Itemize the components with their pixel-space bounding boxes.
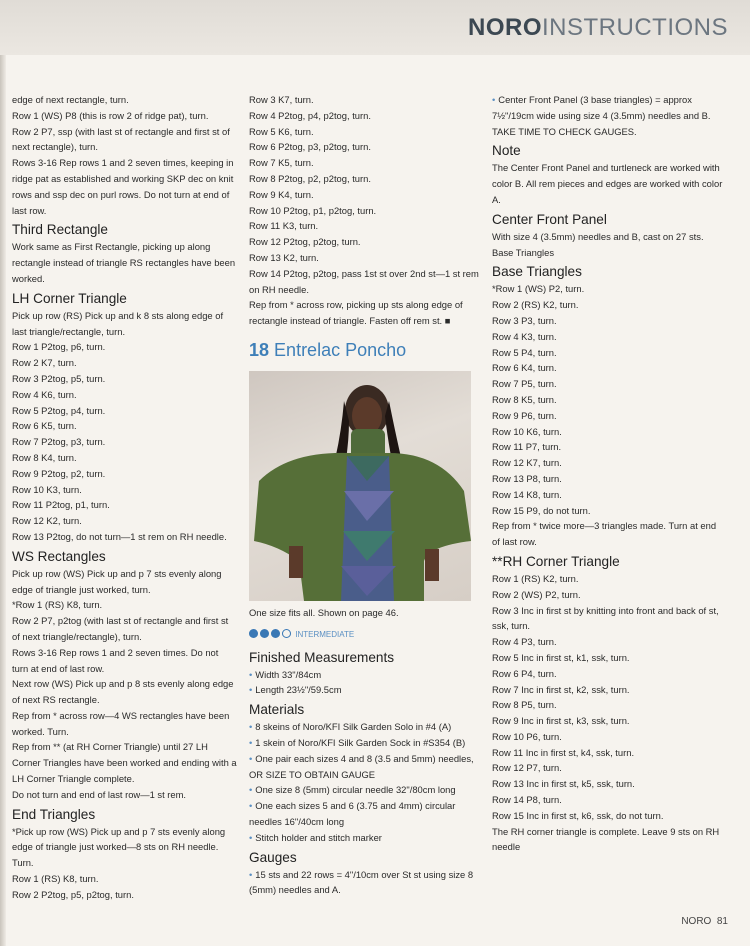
section-heading [249,649,481,666]
text: Work same as First Rectangle, picking up along rectangle instead of triangle RS rectangles have been worked. [12,241,236,284]
section-heading [12,806,237,823]
text: Next row (WS) Pick up and p 8 sts evenly along edge of next RS rectangle. [12,678,234,706]
text: Row 12 K7, turn. [492,457,562,469]
instruction-line [249,250,481,266]
section-heading [249,849,481,866]
section-heading [492,263,724,280]
instruction-line [12,434,237,450]
instruction-line [492,376,724,392]
text: Row 2 (RS) K2, turn. [492,299,579,311]
text: Row 3 P3, turn. [492,314,557,326]
text: Row 12 K2, turn. [12,515,82,527]
text: Row 7 Inc in first st, k2, ssk, turn. [492,683,630,695]
text: Rep from * across row, picking up sts along edge of rectangle instead of triangle. Fasten off rem st. ■ [249,299,463,327]
instruction-line [249,218,481,234]
instruction-line [12,529,237,545]
text: Row 14 P8, turn. [492,794,562,806]
bullet-icon: • [249,668,253,680]
text: Length 23½"/59.5cm [255,684,342,696]
poncho-photo [249,371,471,601]
instruction-line [492,487,724,503]
instruction-line [12,739,237,786]
text: Row 10 K3, turn. [12,483,82,495]
instruction-line [492,455,724,471]
text: Pick up row (WS) Pick up and p 7 sts evenly along edge of triangle just worked, turn. [12,567,222,595]
instruction-line [492,297,724,313]
instruction-line [492,313,724,329]
instruction-line [12,787,237,803]
text: Row 10 P6, turn. [492,730,562,742]
instruction-line [249,203,481,219]
text: Row 3 P2tog, p5, turn. [12,372,106,384]
instruction-line [249,187,481,203]
footer-brand: NORO [681,916,712,927]
instruction-line [492,392,724,408]
instruction-line [492,160,724,207]
text: Row 8 K5, turn. [492,393,557,405]
bullet-item [249,830,481,846]
text: Row 13 P2tog, do not turn—1 st rem on RH needle. [12,530,227,542]
text: Row 1 (WS) P8 (this is row 2 of ridge pat), turn. [12,109,209,121]
text: Row 11 P2tog, p1, turn. [12,499,110,511]
instruction-line [12,450,237,466]
text: Row 13 P8, turn. [492,472,562,484]
instruction-line [12,387,237,403]
pattern-name: Entrelac Poncho [274,339,407,360]
header-brand [468,14,728,42]
level-dot-filled-icon [271,629,280,638]
instruction-line [492,503,724,519]
text: Row 6 P4, turn. [492,667,557,679]
text: Row 9 P6, turn. [492,409,557,421]
text: Row 2 P2tog, p5, p2tog, turn. [12,888,134,900]
text: Row 4 K6, turn. [12,388,77,400]
page-footer [681,916,728,927]
instruction-line [492,229,724,245]
text: Width 33"/84cm [255,668,322,680]
text: Row 15 Inc in first st, k6, ssk, do not turn. [492,809,664,821]
text: Row 10 K6, turn. [492,425,562,437]
text: Row 9 Inc in first st, k3, ssk, turn. [492,715,630,727]
text: Row 2 P7, p2tog (with last st of rectangle and first st of next triangle/rectangle), turn. [12,615,229,642]
column-2 [249,92,481,898]
text: End Triangles [12,806,96,822]
instruction-line [12,566,237,598]
text: Base Triangles [492,264,582,280]
text: WS Rectangles [12,548,106,564]
instruction-line [249,266,481,298]
instruction-line [249,92,481,108]
instruction-line [492,439,724,455]
instruction-line [12,308,237,340]
text: *Row 1 (RS) K8, turn. [12,599,103,611]
section-heading [249,701,481,718]
text: Row 2 (WS) P2, turn. [492,588,581,600]
text: Base Triangles [492,246,555,258]
instruction-line [492,603,724,635]
bullet-item [249,782,481,798]
text: Stitch holder and stitch marker [255,831,382,843]
text: Row 4 K3, turn. [492,330,557,342]
bullet-item [249,735,481,751]
text: Rows 3-16 Rep rows 1 and 2 seven times. Do not turn at end of last row. [12,646,219,674]
text: Row 14 K8, turn. [492,488,562,500]
bullet-icon: • [249,684,253,696]
section-heading [12,548,237,565]
instruction-line [12,155,237,218]
text: 1 skein of Noro/KFI Silk Garden Sock in #S354 (B) [255,736,466,748]
text: Row 7 P2tog, p3, turn. [12,436,106,448]
instruction-line [492,808,724,824]
instruction-line [249,108,481,124]
text: Row 6 K5, turn. [12,420,77,432]
bullet-item [492,92,724,124]
text: Row 1 P2tog, p6, turn. [12,341,106,353]
text: Rep from * across row—4 WS rectangles have been worked. Turn. [12,709,230,737]
level-dot-filled-icon [249,629,258,638]
instruction-line [492,650,724,666]
instruction-line [12,355,237,371]
text: Pick up row (RS) Pick up and k 8 sts along edge of last triangle/rectangle, turn. [12,309,224,337]
text: TAKE TIME TO CHECK GAUGES. [492,125,637,137]
pattern-number: 18 [249,339,270,360]
text: Row 1 (RS) K8, turn. [12,873,99,885]
instruction-line [492,713,724,729]
bullet-icon: • [249,800,253,812]
text: 8 skeins of Noro/KFI Silk Garden Solo in #4 (A) [255,721,452,733]
instruction-line [249,171,481,187]
text: With size 4 (3.5mm) needles and B, cast on 27 sts. [492,230,704,242]
text: Row 6 P2tog, p3, p2tog, turn. [249,141,371,153]
text: Finished Measurements [249,649,395,665]
instruction-line [12,613,237,645]
column-2-top [249,92,481,329]
instruction-line [492,345,724,361]
bullet-icon: • [249,868,253,880]
instruction-line [492,776,724,792]
text: Do not turn and end of last row—1 st rem. [12,788,187,800]
bullet-item [249,798,481,830]
section-heading [12,221,237,238]
level-dot-empty-icon [282,629,291,638]
instruction-line [492,634,724,650]
text: Materials [249,702,305,718]
instruction-line [492,666,724,682]
instruction-line [492,424,724,440]
instruction-line [492,792,724,808]
section-heading [492,553,724,570]
section-heading [492,211,724,228]
text: Note [492,143,521,159]
instruction-line [12,645,237,677]
instruction-line [12,513,237,529]
text: Center Front Panel [492,211,607,227]
instruction-line [12,418,237,434]
text: LH Corner Triangle [12,290,127,306]
bullet-item [249,751,481,783]
text: Row 4 P2tog, p4, p2tog, turn. [249,109,371,121]
text: Row 5 P2tog, p4, turn. [12,404,106,416]
bullet-item [249,667,481,683]
text: Gauges [249,849,297,865]
instruction-line [492,824,724,856]
instruction-line [492,281,724,297]
column-2-bottom [249,649,481,899]
text: One size 8 (5mm) circular needle 32"/80cm long [255,784,456,796]
text: Row 2 P7, ssp (with last st of rectangle and first st of next rectangle), turn. [12,125,230,153]
section-heading [12,290,237,307]
column-1 [12,92,237,903]
text: One each sizes 5 and 6 (3.75 and 4mm) circular needles 16"/40cm long [249,800,456,827]
text: Row 4 P3, turn. [492,636,557,648]
text: *Pick up row (WS) Pick up and p 7 sts evenly along edge of triangle just worked—8 sts on RH needle. Turn. [12,825,226,869]
instruction-line [492,360,724,376]
instruction-line [249,155,481,171]
instruction-line [12,371,237,387]
text: Rows 3-16 Rep rows 1 and 2 seven times, keeping in ridge pat as established and working SKP dec on knit rows and ssp dec on purl rows. Do not turn at end of last row. [12,157,234,216]
text: Row 9 K4, turn. [249,188,314,200]
text: Row 11 Inc in first st, k4, ssk, turn. [492,746,635,758]
bullet-icon: • [249,784,253,796]
instruction-line [12,597,237,613]
text: 15 sts and 22 rows = 4"/10cm over St st using size 8 (5mm) needles and A. [249,868,474,896]
text: Third Rectangle [12,222,108,238]
text: Row 12 P7, turn. [492,762,562,774]
instruction-line [12,466,237,482]
text: The Center Front Panel and turtleneck are worked with color B. All rem pieces and edges are worked with color A. [492,162,723,205]
text: Center Front Panel (3 base triangles) = approx 7½"/19cm wide using size 4 (3.5mm) needles and B. [492,94,711,121]
instruction-line [492,518,724,550]
instruction-line [12,708,237,740]
text: Row 8 K4, turn. [12,451,77,463]
bullet-icon: • [249,752,253,764]
instruction-line [12,403,237,419]
level-dot-filled-icon [260,629,269,638]
instruction-line [492,729,724,745]
instruction-line [12,92,237,108]
instruction-line [12,108,237,124]
instruction-line [249,234,481,250]
instruction-line [12,824,237,871]
text: Row 9 P2tog, p2, turn. [12,467,106,479]
instruction-line [249,124,481,140]
bullet-item [249,719,481,735]
skill-level [249,627,481,643]
text: Row 15 P9, do not turn. [492,504,591,516]
text: Row 11 P7, turn. [492,441,562,453]
bullet-icon: • [492,94,496,105]
bullet-item [249,867,481,899]
page-spine [0,55,6,946]
column-3 [492,92,724,855]
text: Row 5 P4, turn. [492,346,557,358]
instruction-line [492,124,724,140]
brand-name: NORO [468,14,542,41]
text: Row 2 K7, turn. [12,357,77,369]
page-number: 81 [716,916,728,927]
text: Row 7 P5, turn. [492,378,557,390]
instruction-line [492,329,724,345]
instruction-line [249,139,481,155]
bullet-icon: • [249,721,253,733]
photo-caption: One size fits all. Shown on page 46. [249,606,399,618]
section-name: INSTRUCTIONS [542,14,728,41]
instruction-line [492,587,724,603]
text: Row 13 K2, turn. [249,251,319,263]
instruction-line [12,676,237,708]
skill-level-label: INTERMEDIATE [295,629,355,639]
instruction-line [492,408,724,424]
instruction-line [12,887,237,903]
instruction-line [12,239,237,286]
text: edge of next rectangle, turn. [12,94,129,105]
bullet-icon: • [249,831,253,843]
instruction-line [12,339,237,355]
text: Row 12 P2tog, p2tog, turn. [249,236,361,248]
text: The RH corner triangle is complete. Leave 9 sts on RH needle [492,825,720,853]
instruction-line [492,245,724,261]
instruction-line [12,482,237,498]
instruction-line [12,124,237,156]
text: Row 14 P2tog, p2tog, pass 1st st over 2nd st—1 st rem on RH needle. [249,267,479,295]
instruction-line [492,571,724,587]
text: Row 11 K3, turn. [249,220,319,232]
instruction-line [12,497,237,513]
instruction-line [492,471,724,487]
text: Row 5 K6, turn. [249,125,314,137]
text: Row 3 K7, turn. [249,94,314,105]
model-illustration [249,371,471,601]
text: Row 8 P5, turn. [492,699,557,711]
text: Row 3 Inc in first st by knitting into front and back of st, ssk, turn. [492,604,719,632]
text: Row 8 P2tog, p2, p2tog, turn. [249,172,371,184]
text: Row 6 K4, turn. [492,362,557,374]
section-heading [492,142,724,159]
pattern-title [249,339,481,361]
text: One pair each sizes 4 and 8 (3.5 and 5mm) needles, OR SIZE TO OBTAIN GAUGE [249,752,474,780]
instruction-line [492,745,724,761]
bullet-icon: • [249,736,253,748]
bullet-item [249,682,481,698]
instruction-line [249,297,481,329]
instruction-line [492,760,724,776]
text: Rep from ** (at RH Corner Triangle) until 27 LH Corner Triangles have been worked and ending with a LH Corner Triangle complete. [12,741,237,785]
text: *Row 1 (WS) P2, turn. [492,283,585,295]
text: Row 7 K5, turn. [249,157,314,169]
text: Row 13 Inc in first st, k5, ssk, turn. [492,778,635,790]
text: Row 1 (RS) K2, turn. [492,572,579,584]
text: Rep from * twice more—3 triangles made. Turn at end of last row. [492,520,717,548]
instruction-line [492,697,724,713]
instruction-line [492,682,724,698]
text: Row 10 P2tog, p1, p2tog, turn. [249,204,377,216]
text: Row 5 Inc in first st, k1, ssk, turn. [492,651,630,663]
instruction-line [12,871,237,887]
text: **RH Corner Triangle [492,553,620,569]
